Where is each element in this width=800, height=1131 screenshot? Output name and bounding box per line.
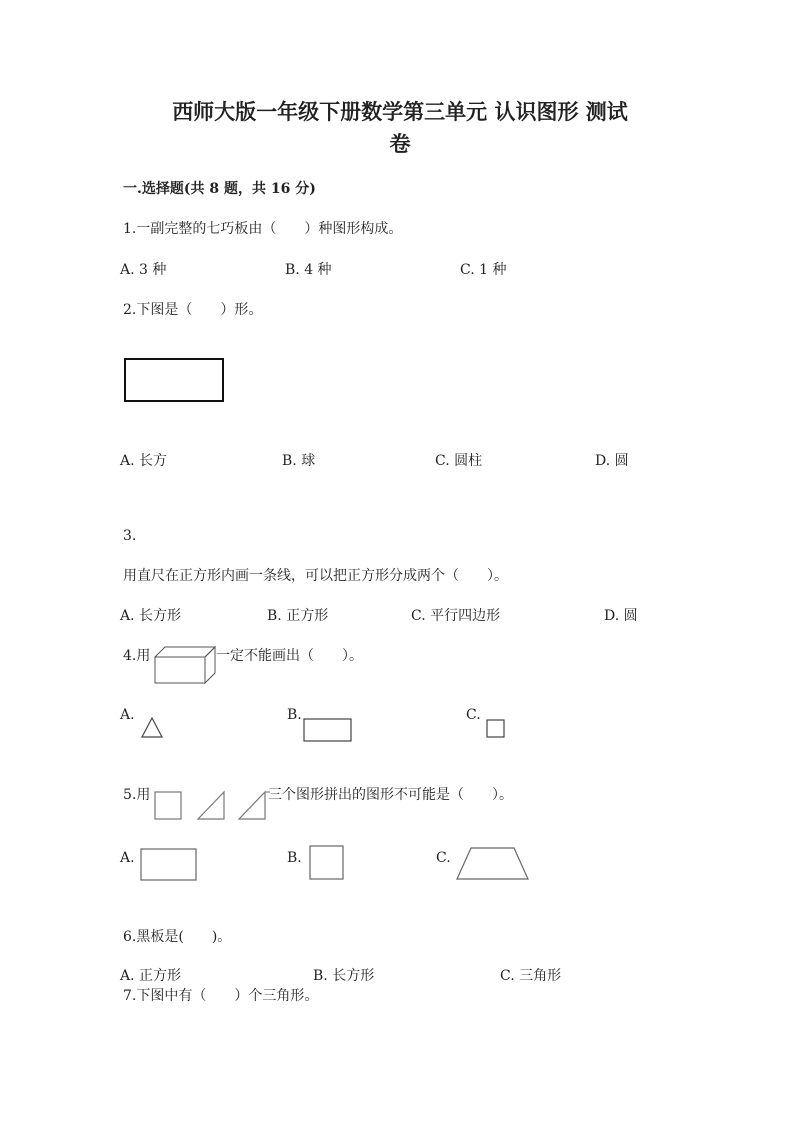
wide-rectangle-option-figure <box>140 848 198 882</box>
question-4-option-a[interactable]: A. <box>120 707 135 723</box>
question-5-prefix: 5.用 <box>123 787 151 803</box>
question-6-option-a[interactable]: A. 正方形 <box>120 968 182 984</box>
question-6-option-c[interactable]: C. 三角形 <box>500 968 562 984</box>
section-heading: 一.选择题(共 8 题，共 16 分) <box>123 181 316 197</box>
question-4-option-c[interactable]: C. <box>466 707 481 723</box>
cuboid-figure <box>154 645 216 685</box>
square-option-figure <box>486 719 505 738</box>
question-4-prefix: 4.用 <box>123 648 151 664</box>
trapezoid-option-figure <box>456 847 530 881</box>
question-4-option-b[interactable]: B. <box>287 707 302 723</box>
question-3-option-b[interactable]: B. 正方形 <box>267 608 329 624</box>
question-1-stem: 1.一副完整的七巧板由（ ）种图形构成。 <box>123 221 403 237</box>
question-6-stem: 6.黑板是( )。 <box>123 929 232 945</box>
question-4-suffix: 一定不能画出（ ）。 <box>216 648 363 664</box>
question-7-stem: 7.下图中有（ ）个三角形。 <box>123 988 319 1004</box>
question-5-option-c[interactable]: C. <box>436 850 451 866</box>
question-3-option-a[interactable]: A. 长方形 <box>120 608 182 624</box>
question-2-option-d[interactable]: D. 圆 <box>595 453 629 469</box>
question-2-stem: 2.下图是（ ）形。 <box>123 302 263 318</box>
question-2-option-a[interactable]: A. 长方 <box>120 453 168 469</box>
rectangle-option-figure <box>303 718 353 743</box>
question-3-stem: 用直尺在正方形内画一条线，可以把正方形分成两个（ ）。 <box>123 568 508 584</box>
question-2-rectangle-figure <box>124 358 226 404</box>
question-2-option-c[interactable]: C. 圆柱 <box>435 453 483 469</box>
question-3-option-c[interactable]: C. 平行四边形 <box>411 608 501 624</box>
three-shapes-figure <box>154 789 272 821</box>
triangle-option-figure <box>141 717 163 738</box>
question-5-option-b[interactable]: B. <box>287 850 302 866</box>
question-5-option-a[interactable]: A. <box>120 850 135 866</box>
question-3-option-d[interactable]: D. 圆 <box>604 608 638 624</box>
question-5-suffix: 三个图形拼出的图形不可能是（ ）。 <box>268 787 513 803</box>
square-shape-option-figure <box>309 845 345 881</box>
question-3-number: 3. <box>123 528 137 544</box>
page-title-line2: 卷 <box>389 131 411 156</box>
question-1-option-c[interactable]: C. 1 种 <box>460 262 507 278</box>
question-2-option-b[interactable]: B. 球 <box>282 453 316 469</box>
question-1-option-b[interactable]: B. 4 种 <box>285 262 332 278</box>
question-1-option-a[interactable]: A. 3 种 <box>120 262 167 278</box>
question-6-option-b[interactable]: B. 长方形 <box>313 968 375 984</box>
page-title: 西师大版一年级下册数学第三单元 认识图形 测试 <box>172 99 628 124</box>
